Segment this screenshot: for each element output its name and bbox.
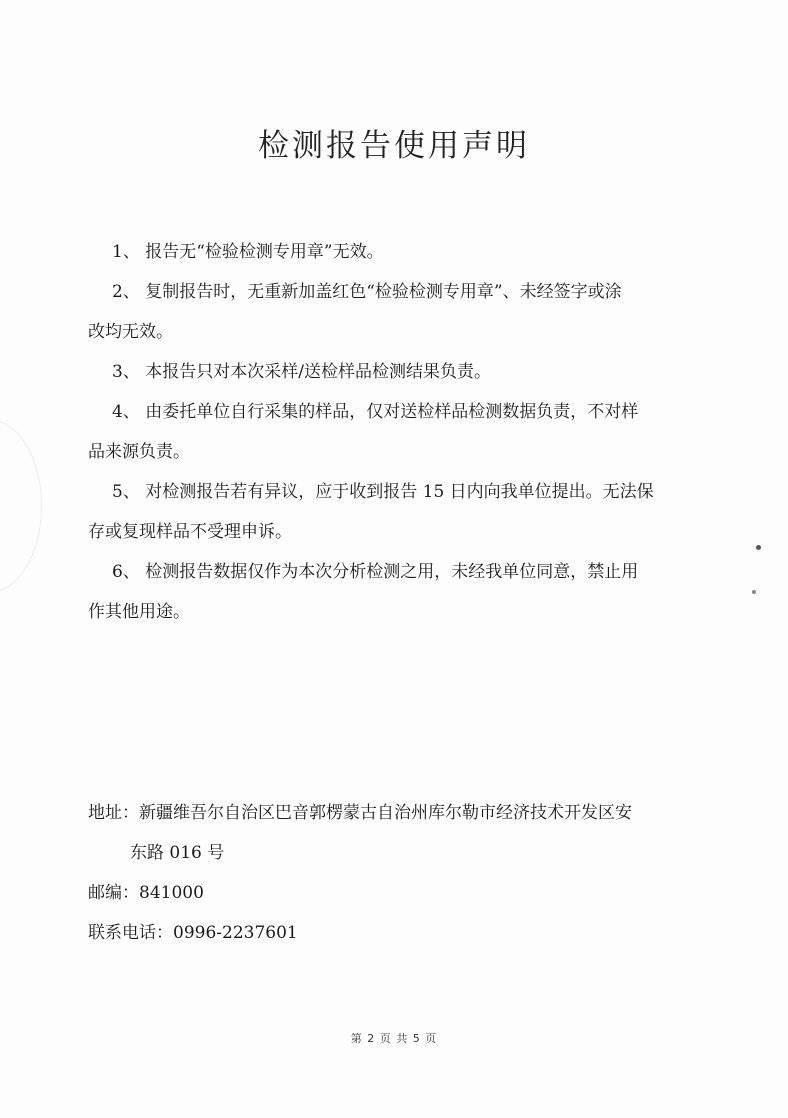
scan-artifact-arc (0, 420, 42, 592)
clause-4-line-2: 品来源负责。 (88, 442, 190, 462)
clause-2-line-1: 2、 复制报告时，无重新加盖红色“检验检测专用章”、未经签字或涂 (112, 282, 622, 302)
clause-3-line-1: 3、 本报告只对本次采样/送检样品检测结果负责。 (112, 362, 491, 382)
contact-block (88, 793, 688, 953)
page-title: 检测报告使用声明 (258, 128, 530, 164)
address-line-1: 地址：新疆维吾尔自治区巴音郭楞蒙古自治州库尔勒市经济技术开发区安 (88, 803, 632, 823)
page-number: 第 2 页 共 5 页 (350, 1032, 438, 1045)
clause-5 (88, 472, 672, 552)
clause-1 (112, 232, 672, 272)
scan-dot (752, 590, 756, 594)
clause-6-line-2: 作其他用途。 (88, 602, 190, 622)
clause-6-line-1: 6、 检测报告数据仅作为本次分析检测之用，未经我单位同意，禁止用 (112, 562, 639, 582)
clause-3 (112, 352, 672, 392)
postcode: 邮编：841000 (88, 883, 204, 903)
clause-5-line-2: 存或复现样品不受理申诉。 (88, 522, 292, 542)
scan-dot (756, 545, 761, 550)
clause-2 (88, 272, 672, 352)
clause-1-line-1: 1、 报告无“检验检测专用章”无效。 (112, 242, 384, 262)
clause-list (88, 232, 672, 632)
clause-6 (88, 552, 672, 632)
address-line-2: 东路 016 号 (130, 843, 225, 863)
phone-number: 联系电话：0996-2237601 (88, 923, 298, 943)
clause-2-line-2: 改均无效。 (88, 322, 173, 342)
clause-4-line-1: 4、 由委托单位自行采集的样品，仅对送检样品检测数据负责，不对样 (112, 402, 639, 422)
clause-5-line-1: 5、 对检测报告若有异议，应于收到报告 15 日内向我单位提出。无法保 (112, 482, 654, 502)
clause-4 (88, 392, 672, 472)
